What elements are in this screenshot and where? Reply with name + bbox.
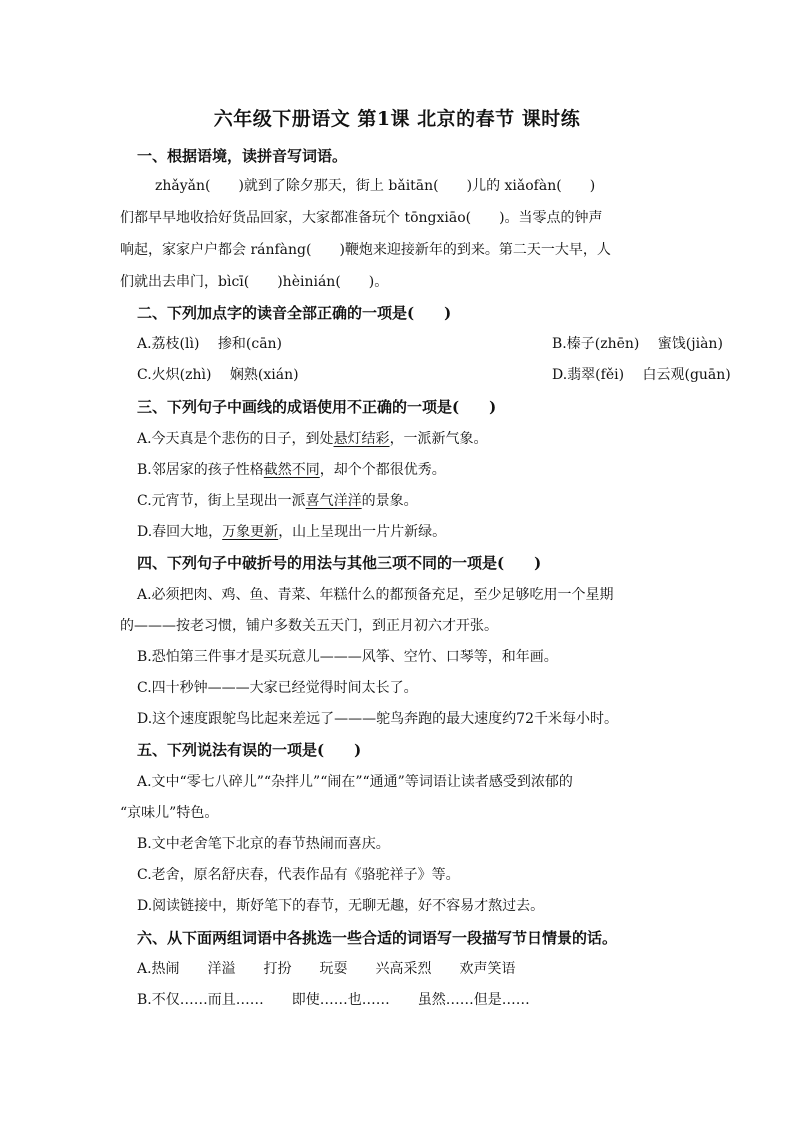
q3-option-b[interactable] bbox=[137, 459, 446, 479]
q1-line-1: zhǎyǎn( )就到了除夕那天，街上 bǎitān( )儿的 xiǎofàn( ) bbox=[155, 178, 596, 194]
q2-option-d[interactable]: D.翡翠(fěi) 白云观(guān) bbox=[552, 367, 731, 383]
q3-d-text-end: ，山上呈现出一片片新绿。 bbox=[278, 524, 447, 540]
q6-heading: 六、从下面两组词语中各挑选一些合适的词语写一段描写节日情景的话。 bbox=[137, 929, 618, 947]
q4-option-c[interactable]: C.四十秒钟———大家已经觉得时间太长了。 bbox=[137, 680, 418, 696]
q2-option-c[interactable]: C.火炽(zhì) 娴熟(xián) bbox=[137, 367, 299, 383]
q1-heading: 一、根据语境，读拼音写词语。 bbox=[137, 147, 348, 165]
page-title: 六年级下册语文 第1课 北京的春节 课时练 bbox=[213, 108, 581, 130]
q3-b-text: B.邻居家的孩子性格 bbox=[137, 462, 264, 478]
q5-option-a-line-1[interactable]: A.文中“零七八碎儿”“杂拌儿”“闹在”“通通”等词语让读者感受到浓郁的 bbox=[137, 774, 573, 790]
q3-a-text-end: ，一派新气象。 bbox=[389, 431, 488, 447]
q3-a-underlined-idiom: 悬灯结彩 bbox=[333, 431, 390, 447]
q2-heading: 二、下列加点字的读音全部正确的一项是( ) bbox=[137, 304, 452, 322]
q5-option-d[interactable]: D.阅读链接中，斯妤笔下的春节，无聊无趣，好不容易才熬过去。 bbox=[137, 898, 545, 914]
q3-a-text: A.今天真是个悲伤的日子，到处 bbox=[137, 431, 334, 447]
q3-d-underlined-idiom: 万象更新 bbox=[222, 524, 279, 540]
q1-line-3: 响起，家家户户都会 ránfàng( )鞭炮来迎接新年的到来。第二天一大早，人 bbox=[120, 242, 611, 258]
q6-word-group-b: B.不仅……而且…… 即使……也…… 虽然……但是…… bbox=[137, 992, 530, 1008]
q3-c-underlined-idiom: 喜气洋洋 bbox=[305, 493, 362, 509]
q3-heading: 三、下列句子中画线的成语使用不正确的一项是( ) bbox=[137, 398, 497, 416]
q2-row-1 bbox=[137, 333, 723, 353]
q5-option-b[interactable]: B.文中老舍笔下北京的春节热闹而喜庆。 bbox=[137, 836, 390, 852]
q5-option-a-line-2: “京味儿”特色。 bbox=[120, 805, 219, 821]
q4-option-b[interactable]: B.恐怕第三件事才是买玩意儿———风筝、空竹、口琴等，和年画。 bbox=[137, 649, 558, 665]
q4-option-a-line-1[interactable]: A.必须把肉、鸡、鱼、青菜、年糕什么的都预备充足，至少足够吃用一个星期 bbox=[137, 587, 614, 603]
q3-c-text-end: 的景象。 bbox=[361, 493, 418, 509]
q3-d-text: D.春回大地， bbox=[137, 524, 223, 540]
q3-option-d[interactable] bbox=[137, 521, 446, 541]
q3-option-a[interactable] bbox=[137, 428, 488, 448]
q3-b-underlined-idiom: 截然不同 bbox=[263, 462, 320, 478]
q5-option-c[interactable]: C.老舍，原名舒庆春，代表作品有《骆驼祥子》等。 bbox=[137, 867, 460, 883]
q4-option-a-line-2: 的———按老习惯，铺户多数关五天门，到正月初六才开张。 bbox=[120, 618, 498, 634]
q6-word-group-a: A.热闹 洋溢 打扮 玩耍 兴高采烈 欢声笑语 bbox=[137, 961, 516, 977]
q5-heading: 五、下列说法有误的一项是( ) bbox=[137, 741, 362, 759]
q4-option-d[interactable]: D.这个速度跟鸵鸟比起来差远了———鸵鸟奔跑的最大速度约72千米每小时。 bbox=[137, 711, 618, 727]
q4-heading: 四、下列句子中破折号的用法与其他三项不同的一项是( ) bbox=[137, 554, 542, 572]
q2-option-b[interactable]: B.榛子(zhēn) 蜜饯(jiàn) bbox=[552, 336, 723, 352]
q2-row-2 bbox=[137, 364, 731, 384]
q1-line-2: 们都早早地收拾好货品回家，大家都准备玩个 tōngxiāo( )。当零点的钟声 bbox=[120, 210, 603, 226]
q3-b-text-end: ，却个个都很优秀。 bbox=[319, 462, 446, 478]
q1-line-4: 们就出去串门，bìcī( )hèinián( )。 bbox=[120, 274, 389, 290]
q3-option-c[interactable] bbox=[137, 490, 418, 510]
q3-c-text: C.元宵节，街上呈现出一派 bbox=[137, 493, 306, 509]
q2-option-a[interactable]: A.荔枝(lì) 掺和(cān) bbox=[137, 336, 283, 352]
